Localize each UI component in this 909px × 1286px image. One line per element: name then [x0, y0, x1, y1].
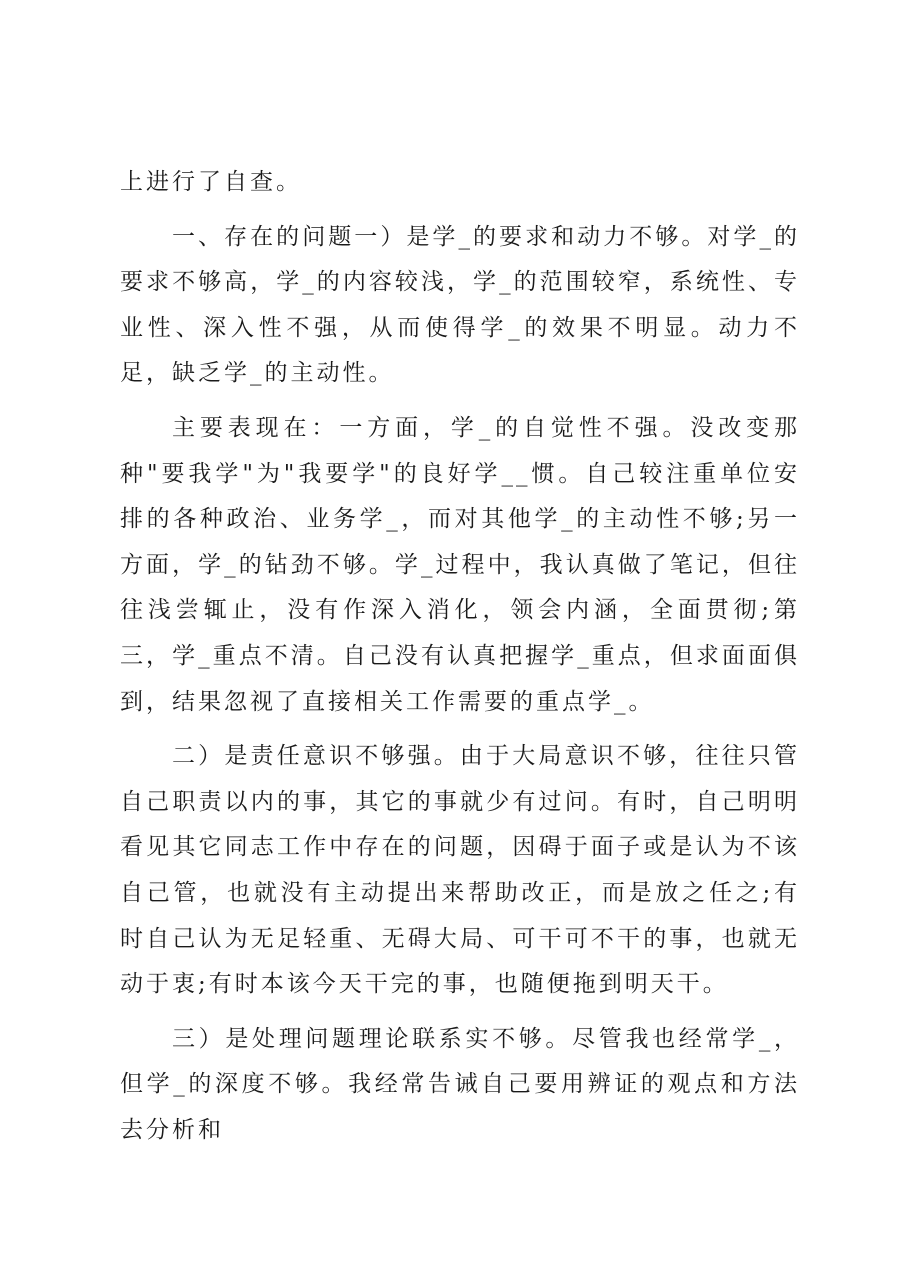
- document-body: [120, 160, 800, 1162]
- paragraph-continuation: 上进行了自查。: [120, 169, 302, 195]
- paragraph-problem-three: 三）是处理问题理论联系实不够。尽管我也经常学_，但学_的深度不够。我经常告诫自己要用辨证的观点和方法去分析和: [120, 1025, 800, 1143]
- paragraph-problem-one: 一、存在的问题一）是学_的要求和动力不够。对学_的要求不够高，学_的内容较浅，学_的范围较窄，系统性、专业性、深入性不强，从而使得学_的效果不明显。动力不足，缺乏学_的主动性。: [120, 223, 800, 387]
- paragraph-main-manifestation: 主要表现在：一方面，学_的自觉性不强。没改变那种"要我学"为"我要学"的良好学__惯。自己较注重单位安排的各种政治、业务学_，而对其他学_的主动性不够;另一方面，学_的钻劲不够。学_过程中，我认真做了笔记，但往往浅尝辄止，没有作深入消化，领会内涵，全面贯彻;第三，学_重点不清。自己没有认真把握学_重点，但求面面俱到，结果忽视了直接相关工作需要的重点学_。: [120, 414, 800, 715]
- paragraph-problem-two: 二）是责任意识不够强。由于大局意识不够，往往只管自己职责以内的事，其它的事就少有过问。有时，自己明明看见其它同志工作中存在的问题，因碍于面子或是认为不该自己管，也就没有主动提出来帮助改正，而是放之任之;有时自己认为无足轻重、无碍大局、可干可不干的事，也就无动于衷;有时本该今天干完的事，也随便拖到明天干。: [120, 743, 800, 998]
